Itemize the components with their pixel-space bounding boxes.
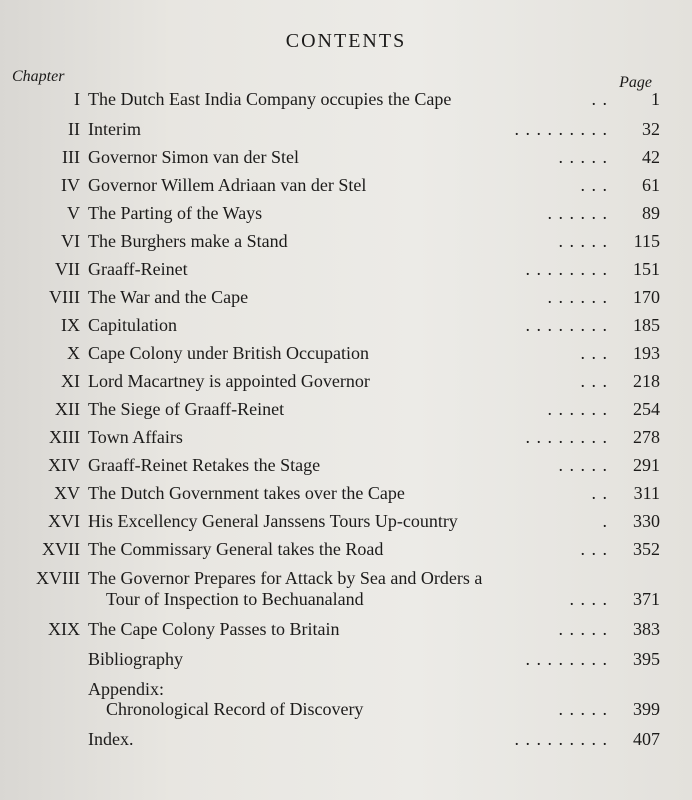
- chapter-number: XVII: [42, 539, 80, 559]
- leader-dots: . . . . . . . .: [525, 649, 608, 669]
- chapter-title: Cape Colony under British Occupation: [88, 343, 369, 363]
- leader-dots: . . . . . . . . .: [514, 729, 608, 749]
- page-title: CONTENTS: [285, 30, 407, 52]
- leader-dots: . . . . . . . .: [525, 259, 608, 279]
- leader-dots: . . . . .: [558, 455, 608, 475]
- leader-dots: . . . . . .: [547, 287, 608, 307]
- page-number: 395: [633, 649, 660, 669]
- page-number: 115: [633, 231, 660, 251]
- chapter-number: IV: [61, 175, 80, 195]
- leader-dots: . . . . . . . .: [525, 427, 608, 447]
- chapter-number: XVI: [48, 511, 80, 531]
- leader-dots: . . . . .: [558, 619, 608, 639]
- leader-dots: . . . . . .: [547, 203, 608, 223]
- chapter-title: The Dutch East India Company occupies the Cape: [88, 89, 452, 109]
- page-number: 407: [633, 729, 660, 749]
- chapter-number: XIV: [48, 455, 80, 475]
- page-number: 218: [633, 371, 660, 391]
- leader-dots: . .: [591, 483, 608, 503]
- page-number: 399: [633, 699, 660, 719]
- chapter-title: Tour of Inspection to Bechuanaland: [106, 589, 364, 609]
- page-number: 170: [633, 287, 660, 307]
- chapter-title: The Cape Colony Passes to Britain: [88, 619, 340, 639]
- chapter-number: VIII: [49, 287, 80, 307]
- chapter-title: Governor Simon van der Stel: [88, 147, 299, 167]
- chapter-title: The Siege of Graaff-Reinet: [88, 399, 285, 419]
- chapter-number: X: [67, 343, 80, 363]
- chapter-title: Chronological Record of Discovery: [106, 699, 364, 719]
- page-number: 383: [633, 619, 660, 639]
- page-number: 185: [633, 315, 660, 335]
- page-number: 291: [633, 455, 660, 475]
- chapter-number: IX: [61, 315, 80, 335]
- chapter-title: Town Affairs: [88, 427, 183, 447]
- chapter-title: The Governor Prepares for Attack by Sea and Orders a: [88, 568, 483, 588]
- chapter-title: Governor Willem Adriaan van der Stel: [88, 175, 367, 195]
- leader-dots: . . . . . .: [547, 399, 608, 419]
- chapter-number: III: [62, 147, 80, 167]
- chapter-number: I: [74, 89, 80, 109]
- chapter-title: Bibliography: [88, 649, 183, 669]
- leader-dots: .: [602, 511, 608, 531]
- page-number: 352: [633, 539, 660, 559]
- chapter-title: Index.: [88, 729, 134, 749]
- chapter-title: The Burghers make a Stand: [88, 231, 288, 251]
- chapter-title: Capitulation: [88, 315, 177, 335]
- page-number: 371: [633, 589, 660, 609]
- chapter-title: Graaff-Reinet Retakes the Stage: [88, 455, 321, 475]
- leader-dots: . . .: [580, 371, 608, 391]
- chapter-title: The Commissary General takes the Road: [88, 539, 384, 559]
- chapter-title: Appendix:: [88, 679, 164, 699]
- leader-dots: . . .: [580, 175, 608, 195]
- page-number: 151: [633, 259, 660, 279]
- page-number: 61: [642, 175, 660, 195]
- chapter-title: Graaff-Reinet: [88, 259, 188, 279]
- chapter-title: The Dutch Government takes over the Cape: [88, 483, 405, 503]
- chapter-number: VI: [61, 231, 80, 251]
- page-number: 42: [642, 147, 660, 167]
- leader-dots: . . .: [580, 539, 608, 559]
- leader-dots: . . . . .: [558, 147, 608, 167]
- chapter-column-header: Chapter: [12, 68, 65, 85]
- leader-dots: . . . . . . . . .: [514, 119, 608, 139]
- chapter-title: The Parting of the Ways: [88, 203, 263, 223]
- chapter-title: His Excellency General Janssens Tours Up-country: [88, 511, 458, 531]
- chapter-number: V: [67, 203, 80, 223]
- chapter-title: Interim: [88, 119, 141, 139]
- leader-dots: . . .: [580, 343, 608, 363]
- page-number: 89: [642, 203, 660, 223]
- chapter-number: XVIII: [36, 568, 80, 588]
- page-number: 254: [633, 399, 660, 419]
- leader-dots: . . . .: [569, 589, 608, 609]
- page-number: 278: [633, 427, 660, 447]
- page-number: 193: [633, 343, 660, 363]
- chapter-number: II: [68, 119, 80, 139]
- leader-dots: . .: [591, 89, 608, 109]
- chapter-number: XIII: [49, 427, 80, 447]
- chapter-number: XIX: [48, 619, 80, 639]
- chapter-number: XII: [55, 399, 80, 419]
- leader-dots: . . . . .: [558, 699, 608, 719]
- page-number: 330: [633, 511, 660, 531]
- leader-dots: . . . . .: [558, 231, 608, 251]
- page-number: 311: [633, 483, 660, 503]
- chapter-title: The War and the Cape: [88, 287, 249, 307]
- page-number: 32: [642, 119, 660, 139]
- chapter-number: XV: [54, 483, 80, 503]
- leader-dots: . . . . . . . .: [525, 315, 608, 335]
- page-number: 1: [651, 89, 660, 109]
- chapter-number: VII: [55, 259, 80, 279]
- chapter-title: Lord Macartney is appointed Governor: [88, 371, 370, 391]
- chapter-number: XI: [61, 371, 80, 391]
- page-column-header: Page: [619, 74, 652, 91]
